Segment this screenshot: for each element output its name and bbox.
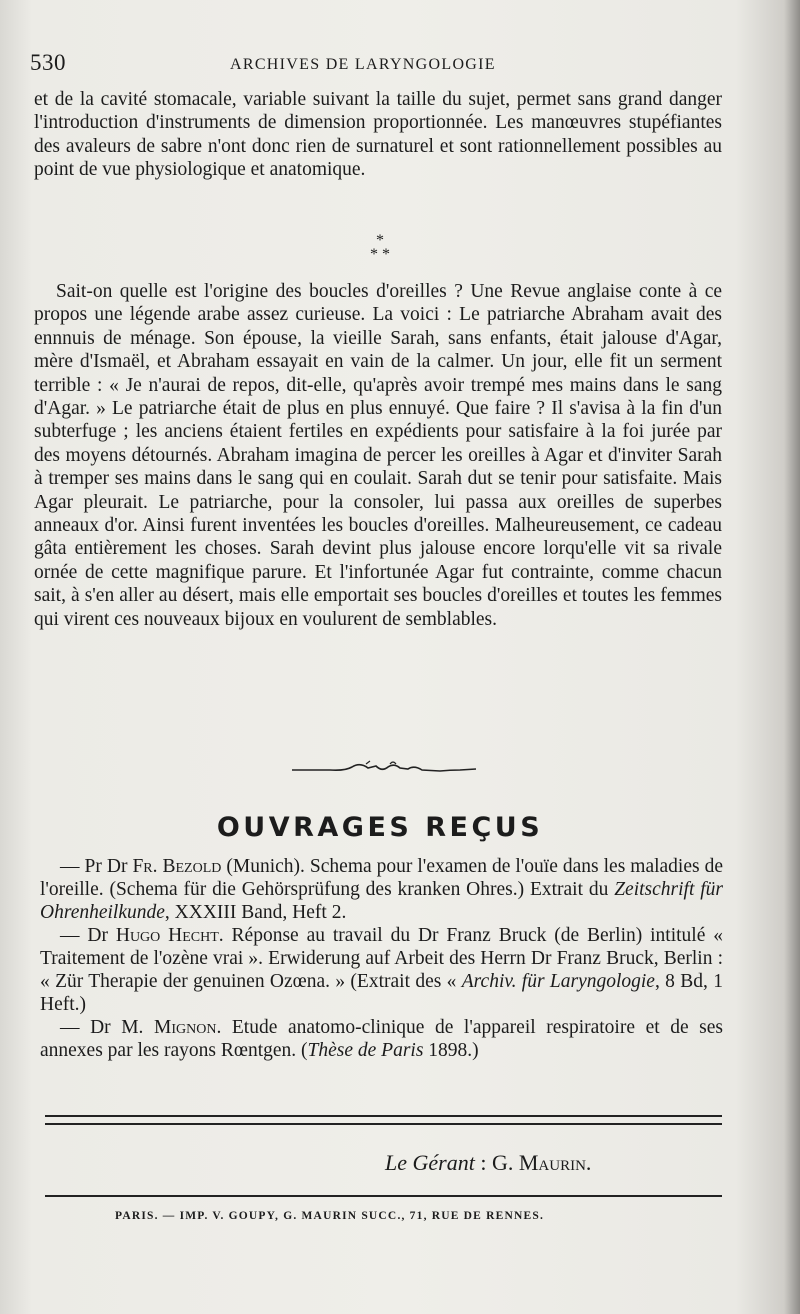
asterism-bottom: * *	[370, 246, 390, 263]
author-name: Hugo Hecht	[115, 925, 219, 946]
asterism	[350, 234, 410, 270]
fleuron-ornament	[290, 758, 480, 778]
gerant-end: .	[585, 1150, 592, 1175]
entry-text: , XXXIII Band, Heft 2.	[164, 902, 347, 923]
author-name: Fr. Bezold	[132, 856, 222, 877]
entry-text: . Réponse au travail du Dr Franz Bruck (de Berlin) intitulé « Traitement de l'ozène vrai ». Erwiderung auf Arbeit des Herrn Dr Franz Bruck, Berlin : « Zür Therapie der genuinen Ozœna. » (Extrait des «	[40, 925, 724, 992]
printer-imprint: PARIS. — IMP. V. GOUPY, G. MAURIN SUCC., 71, RUE DE RENNES.	[115, 1210, 545, 1222]
entry-dash: —	[60, 856, 85, 877]
gerant-name: G. Maurin	[491, 1150, 586, 1175]
author-title: Dr M.	[90, 1017, 154, 1038]
section-title: OUVRAGES REÇUS	[216, 812, 544, 843]
entry-text: . Etude anatomo-clinique de l'appareil respiratoire et de ses annexes par les rayons Rœntgen. (	[40, 1017, 724, 1061]
reference-entry	[40, 855, 723, 924]
footer-rule	[45, 1195, 722, 1197]
double-rule	[45, 1115, 722, 1125]
journal-title: Archiv. für Laryngologie	[461, 971, 655, 992]
asterism-top: *	[376, 232, 384, 249]
entry-dash: —	[60, 1017, 91, 1038]
paragraph-text: et de la cavité stomacale, variable suivant la taille du sujet, permet sans grand danger l'introduction d'instruments de dimension proportionnée. Les manœuvres stupéfiantes des avaleurs de sabre n'ont donc rien de surnaturel et sont rationnellement possibles au point de vue physiologique et anatomique.	[34, 89, 722, 181]
paragraph-earrings-legend	[34, 280, 722, 631]
running-head: ARCHIVES DE LARYNGOLOGIE	[230, 56, 496, 73]
reference-entry	[40, 924, 723, 1016]
references-list	[40, 855, 723, 1062]
gerant-line	[385, 1150, 591, 1176]
entry-text: 1898.)	[423, 1040, 479, 1061]
journal-title: Thèse de Paris	[307, 1040, 424, 1061]
entry-text: , 8 Bd, 1 Heft.)	[40, 971, 723, 1015]
author-name: Mignon	[154, 1017, 217, 1038]
page-header	[30, 50, 730, 80]
gerant-separator: :	[474, 1150, 492, 1175]
paragraph-continuation	[34, 88, 722, 182]
entry-dash: —	[60, 925, 88, 946]
paragraph-text: Sait-on quelle est l'origine des boucles d'oreilles ? Une Revue anglaise conte à ce propos une légende arabe assez curieuse. La voici : Le patriarche Abraham avait des ennnuis de ménage. Son épouse, la vieille Sarah, sans enfants, était jalouse d'Agar, mère d'Ismaël, et Abraham essayait en vain de la calmer. Un jour, elle fit un serment terrible : « Je n'aurai de repos, dit-elle, qu'après avoir trempé mes mains dans le sang d'Agar. » Le patriarche était de plus en plus ennuyé. Que faire ? Il s'avisa à la fin d'un subterfuge ; les anciens étaient fertiles en expédients pour satisfaire à la foi jurée par des moyens détournés. Abraham imagina de percer les oreilles à Agar et d'inviter Sarah à tremper ses mains dans le sang qui en coulait. Sarah dut se tenir pour satisfaite. Mais Agar pleurait. Le patriarche, pour la consoler, lui passa aux oreilles de superbes anneaux d'or. Ainsi furent inventées les boucles d'oreilles. Malheureusement, ce cadeau gâta entièrement les choses. Sarah devint plus jalouse encore lorqu'elle vit sa rivale ornée de cette magnifique parure. Et l'infortunée Agar fut contrainte, comme chacun sait, à s'en aller au désert, mais elle emportait ses boucles d'oreilles et toutes les femmes qui virent ces nouveaux bijoux en voulurent de semblables.	[34, 281, 722, 630]
author-title: Pr Dr	[84, 856, 133, 877]
page-number: 530	[30, 50, 66, 75]
journal-title: Zeitschrift für Ohrenheilkunde	[40, 879, 723, 923]
gerant-label: Le Gérant	[385, 1150, 475, 1175]
reference-entry	[40, 1016, 723, 1062]
author-title: Dr	[87, 925, 116, 946]
entry-text: (Munich). Schema pour l'examen de l'ouïe dans les maladies de l'oreille. (Schema für die Gehörsprüfung des kranken Ohres.) Extrait du	[40, 856, 723, 900]
